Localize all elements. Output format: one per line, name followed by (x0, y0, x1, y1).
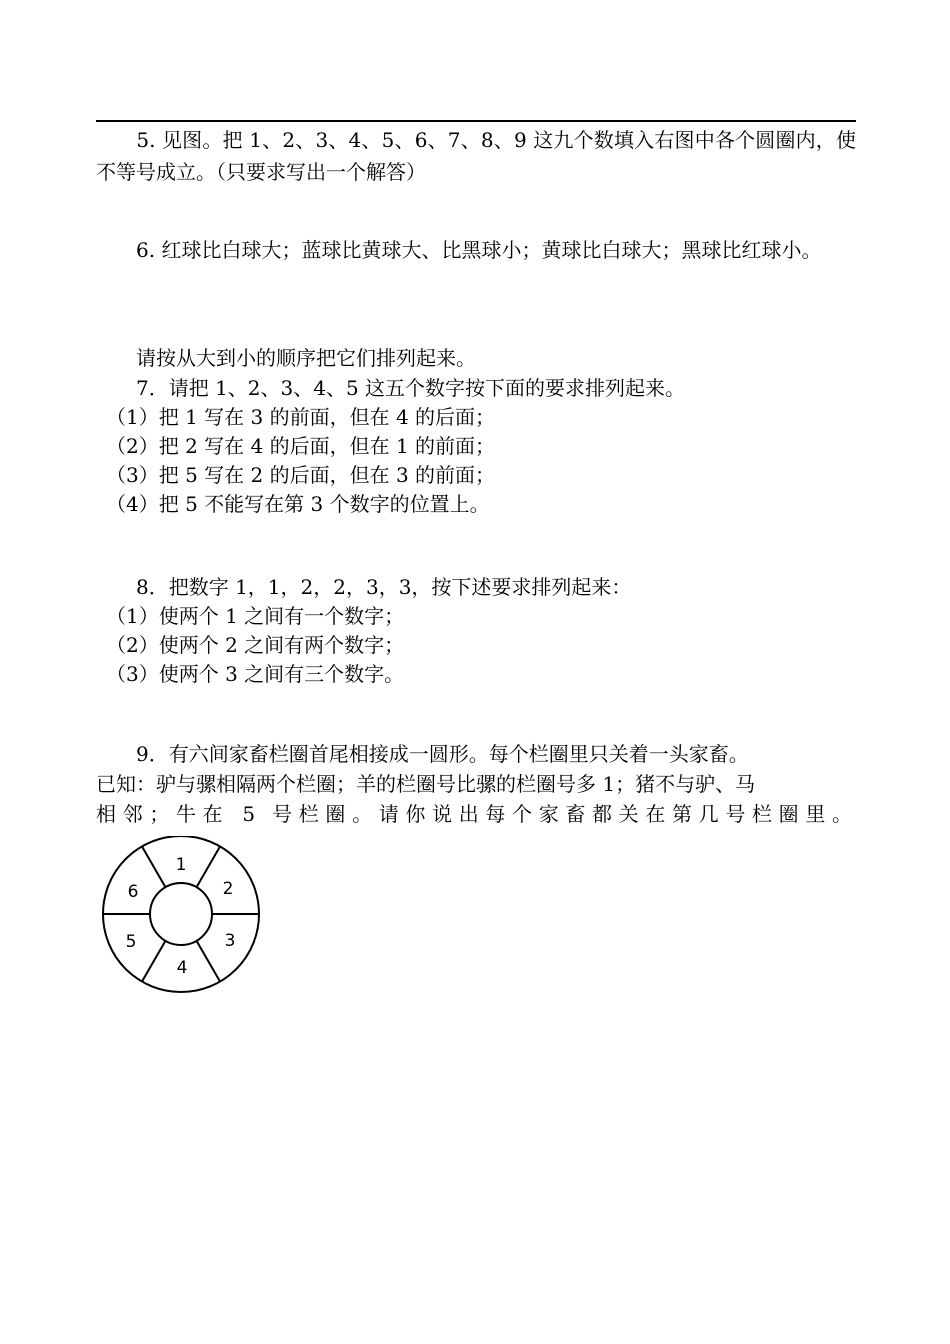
question-6: 6. 红球比白球大；蓝球比黄球大、比黑球小；黄球比白球大；黑球比红球小。 (96, 238, 822, 262)
question-7-item-1: （1）把 1 写在 3 的前面，但在 4 的后面； (96, 405, 496, 429)
pen-label-2: 2 (222, 879, 234, 899)
question-7-item-3: （3）把 5 写在 2 的后面，但在 3 的前面； (96, 463, 496, 487)
divider-lower-left (142, 941, 166, 982)
divider-lower-right (197, 941, 221, 982)
divider-upper-right (197, 847, 221, 888)
pen-label-5: 5 (125, 932, 137, 952)
pen-label-6: 6 (127, 882, 139, 902)
pen-ring-diagram (98, 836, 268, 998)
question-7-item-4: （4）把 5 不能写在第 3 个数字的位置上。 (96, 492, 490, 516)
question-7-item-2: （2）把 2 写在 4 的后面，但在 1 的前面； (96, 434, 496, 458)
pen-label-3: 3 (224, 931, 236, 951)
inner-ring (150, 883, 212, 945)
top-rule (96, 120, 856, 122)
question-8-title: 8．把数字 1，1，2，2，3，3，按下述要求排列起来： (96, 575, 632, 599)
question-8-item-2: （2）使两个 2 之间有两个数字； (96, 633, 405, 657)
question-8-item-3: （3）使两个 3 之间有三个数字。 (96, 662, 405, 686)
pen-label-4: 4 (176, 958, 188, 978)
question-7-title: 7．请把 1、2、3、4、5 这五个数字按下面的要求排列起来。 (96, 376, 686, 400)
question-9-line-1: 9．有六间家畜栏圈首尾相接成一圆形。每个栏圈里只关着一头家畜。 (96, 742, 749, 766)
question-5: 5. 见图。把 1、2、3、4、5、6、7、8、9 这九个数填入右图中各个圆圈内，使不等号成立。（只要求写出一个解答） (96, 128, 856, 184)
question-9-line-3: 相邻；牛在 5 号栏圈。请你说出每个家畜都关在第几号栏圈里。 (96, 802, 856, 826)
question-9-line-2: 已知：驴与骡相隔两个栏圈；羊的栏圈号比骡的栏圈号多 1；猪不与驴、马 (96, 772, 756, 796)
question-6-instruction: 请按从大到小的顺序把它们排列起来。 (96, 346, 476, 370)
divider-upper-left (142, 847, 166, 888)
question-8-item-1: （1）使两个 1 之间有一个数字； (96, 604, 405, 628)
pen-label-1: 1 (175, 855, 187, 875)
